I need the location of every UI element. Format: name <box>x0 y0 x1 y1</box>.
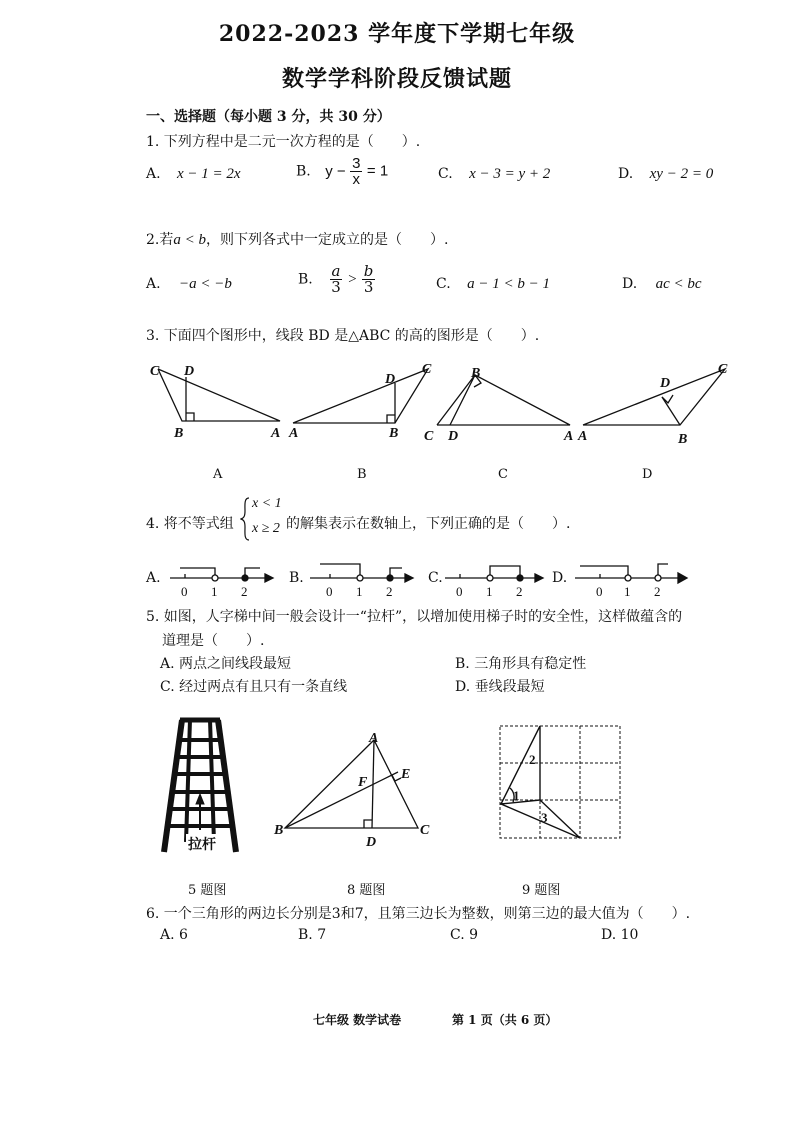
denominator: x <box>352 171 361 188</box>
ladder-bar-label: 拉杆 <box>186 834 218 854</box>
fig-c-label-c: C <box>424 429 434 444</box>
tick-b-1: 1 <box>356 584 363 599</box>
figure-8 <box>270 730 440 850</box>
option-text: −a < −b <box>179 276 232 292</box>
numerator: b <box>363 262 374 280</box>
tick-d-0: 0 <box>596 584 603 599</box>
fig-caption-d: D <box>642 467 653 482</box>
option-label: C. <box>438 166 453 182</box>
fig-a-label-c: C <box>150 364 160 379</box>
open-dot-c-1 <box>487 575 493 581</box>
fraction <box>350 156 362 187</box>
fig-caption-c: C <box>498 467 508 482</box>
fig-b-label-a: A <box>289 426 299 441</box>
option-label: D. <box>622 276 638 292</box>
fig-c-label-d: D <box>448 429 459 444</box>
open-dot-b-1 <box>357 575 363 581</box>
fig-b-label-b: B <box>389 426 399 441</box>
brace-icon <box>240 497 250 541</box>
fig-d-right-angle <box>662 395 673 403</box>
option-label: D. <box>618 166 634 182</box>
tick-c-0: 0 <box>456 584 463 599</box>
fig-a-label-b: B <box>174 426 184 441</box>
tick-c-1: 1 <box>486 584 493 599</box>
fig8-label-d: D <box>366 835 377 850</box>
fig8-line-be <box>285 772 398 828</box>
q1-stem: 1. 下列方程中是二元一次方程的是（ ）. <box>146 134 421 150</box>
fig-c-label-a: A <box>564 429 574 444</box>
q4-inequality-1: x < 1 <box>252 496 282 511</box>
q6-stem: 6. 一个三角形的两边长分别是3和7，且第三边长为整数，则第三边的最大值为（ ）. <box>146 906 691 922</box>
ray-b-left <box>320 564 360 578</box>
fig-d-label-c: C <box>718 362 728 377</box>
axis-a-arrow <box>265 574 273 582</box>
denominator: 3 <box>331 278 341 296</box>
q3-stem: 3. 下面四个图形中，线段 BD 是△ABC 的高的图形是（ ）. <box>146 328 540 344</box>
option-text: xy − 2 = 0 <box>649 166 714 182</box>
q2-option-a[interactable] <box>146 276 232 293</box>
open-dot-a-1 <box>212 575 218 581</box>
q6-option-a[interactable]: A. 6 <box>160 927 188 943</box>
fig9-angle-2: 2 <box>529 752 536 767</box>
fig-b-label-d: D <box>385 372 396 387</box>
q3-figures <box>140 355 740 455</box>
fig8-right-angle-d <box>364 820 372 828</box>
footer-page-number: 第 1 页（共 6 页） <box>452 1013 558 1027</box>
option-label: B. <box>298 271 313 288</box>
q6-option-d[interactable]: D. 10 <box>601 927 639 943</box>
q2-option-b[interactable] <box>298 264 375 295</box>
q4-stem-post: 的解集表示在数轴上，下列正确的是（ ）. <box>286 516 571 532</box>
q2-stem-post: ，则下列各式中一定成立的是（ ）. <box>205 232 449 248</box>
fig9-angle-3: 3 <box>541 810 548 825</box>
fig-a-triangle <box>158 369 280 421</box>
numerator: 3 <box>352 155 361 172</box>
q2-option-d[interactable] <box>622 276 702 293</box>
fig8-label-c: C <box>420 823 430 838</box>
fig8-triangle <box>285 740 418 828</box>
tick-a-0: 0 <box>181 584 188 599</box>
q1-option-c[interactable] <box>438 166 550 183</box>
page-title-line2: 数学学科阶段反馈试题 <box>281 66 512 92</box>
fig-caption-a: A <box>213 467 223 482</box>
section-heading: 一、选择题（每小题 3 分，共 30 分） <box>146 109 391 125</box>
axis-c-arrow <box>535 574 543 582</box>
fig8-label-a: A <box>369 731 379 746</box>
q5-option-c[interactable]: C. 经过两点有且只有一条直线 <box>160 679 348 695</box>
segment-c <box>490 566 520 578</box>
q4-option-c-label[interactable]: C. <box>428 570 443 586</box>
fig-a-right-angle <box>186 413 194 421</box>
q1-option-b[interactable] <box>296 156 388 187</box>
fig-d-triangle <box>583 369 725 425</box>
tick-b-0: 0 <box>326 584 333 599</box>
footer-subject: 七年级 数学试卷 <box>313 1013 402 1027</box>
option-text-pre: y − <box>325 162 346 180</box>
q4-stem-pre: 4. 将不等式组 <box>146 516 234 532</box>
q6-option-c[interactable]: C. 9 <box>450 927 479 943</box>
page-title-line1: 2022-2023 学年度下学期七年级 <box>218 21 576 47</box>
tick-a-1: 1 <box>211 584 218 599</box>
fig-d-altitude <box>662 397 680 425</box>
fig8-label-b: B <box>274 823 284 838</box>
tick-a-2: 2 <box>241 584 248 599</box>
fig8-label-e: E <box>401 767 411 782</box>
filled-dot-c-2 <box>517 575 523 581</box>
fig-a-label-a: A <box>271 426 281 441</box>
option-label: C. <box>436 276 451 292</box>
tick-b-2: 2 <box>386 584 393 599</box>
filled-dot-b-2 <box>387 575 393 581</box>
option-label: A. <box>146 276 161 292</box>
fig-d-label-d: D <box>660 376 671 391</box>
operator: > <box>347 271 358 288</box>
fig-b-triangle <box>293 369 428 423</box>
fig9-grid-border <box>500 726 620 838</box>
caption-fig9: 9 题图 <box>522 883 561 898</box>
fig-d-label-a: A <box>578 429 588 444</box>
option-text-post: = 1 <box>366 162 389 180</box>
q4-option-b-label[interactable]: B. <box>289 570 304 586</box>
q5-option-d[interactable]: D. 垂线段最短 <box>455 679 545 695</box>
q1-option-a[interactable] <box>146 166 241 183</box>
fig9-angle-1: 1 <box>513 788 520 803</box>
q5-stem-line1: 5. 如图，人字梯中间一般会设计一“拉杆”，以增加使用梯子时的安全性，这样做蕴含的 <box>146 609 683 625</box>
fraction-b-3 <box>362 264 376 295</box>
open-dot-d-2 <box>655 575 661 581</box>
q5-option-b[interactable]: B. 三角形具有稳定性 <box>455 656 587 672</box>
q2-stem <box>146 229 448 249</box>
axis-d-arrow <box>678 573 687 583</box>
tick-d-1: 1 <box>624 584 631 599</box>
numerator: a <box>331 262 341 280</box>
filled-dot-a-2 <box>242 575 248 581</box>
option-label: A. <box>146 166 161 182</box>
fig-c-label-b: B <box>471 366 481 381</box>
q1-option-d[interactable] <box>618 166 713 183</box>
fig8-label-f: F <box>358 775 368 790</box>
option-text: x − 1 = 2x <box>177 166 241 182</box>
denominator: 3 <box>363 278 374 296</box>
tick-c-2: 2 <box>516 584 523 599</box>
fig-b-label-c: C <box>422 362 432 377</box>
fig-caption-b: B <box>357 467 367 482</box>
q4-inequality-2: x ≥ 2 <box>252 521 280 536</box>
ray-d-left <box>580 566 628 578</box>
q5-option-a[interactable]: A. 两点之间线段最短 <box>160 656 292 672</box>
fig-c-triangle <box>437 375 570 425</box>
q6-option-b[interactable]: B. 7 <box>298 927 327 943</box>
option-label: B. <box>296 163 311 180</box>
fig-a-label-d: D <box>184 364 195 379</box>
fraction-a-3 <box>329 264 343 295</box>
option-text: ac < bc <box>655 276 702 292</box>
q4-number-lines <box>160 558 690 600</box>
q4-option-d-label[interactable]: D. <box>552 570 568 586</box>
fig-c-altitude <box>450 375 475 425</box>
q2-condition: a < b <box>173 232 206 248</box>
caption-fig8: 8 题图 <box>347 883 386 898</box>
open-dot-d-1 <box>625 575 631 581</box>
q5-stem-line2: 道理是（ ）. <box>162 633 265 649</box>
q4-option-a-label[interactable]: A. <box>146 570 161 586</box>
fig-b-right-angle <box>387 415 395 423</box>
caption-fig5: 5 题图 <box>188 883 227 898</box>
q2-option-c[interactable] <box>436 276 550 293</box>
option-text: a − 1 < b − 1 <box>467 276 550 292</box>
tick-d-2: 2 <box>654 584 661 599</box>
fig-d-label-b: B <box>678 432 688 447</box>
axis-b-arrow <box>405 574 413 582</box>
option-text: x − 3 = y + 2 <box>469 166 551 182</box>
q2-stem-pre: 2.若 <box>146 232 174 248</box>
figure-9 <box>495 720 625 845</box>
